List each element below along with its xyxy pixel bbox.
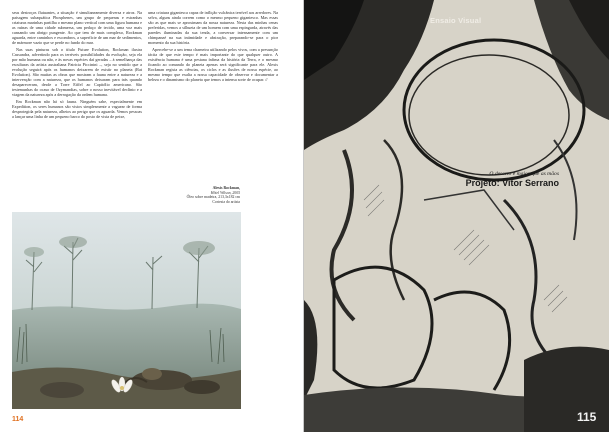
article-title: Projeto: Vitor Serrano bbox=[465, 178, 559, 188]
paragraph: Apercebe-se a um tema charneira utilizando pelos vivos, com a presunção tácita de que este tempo é mais importante do que qualquer outro. A existência humana é uma pestana ínfima da história da Terra, e o mesmo ficando ao comando do planeta apenas será significante para ele. Alexis Rockman regista as ciências, os ciclos e as ilusões de nossa espécie, ao mesmo tempo que exalta a nossa capacidade de observar e documentar a beleza e o dinamismo do planeta que temos a intensa sorte de ocupar. // bbox=[148, 46, 278, 82]
page-number-right: 115 bbox=[577, 410, 597, 424]
left-page bbox=[0, 0, 304, 432]
swamp-painting bbox=[12, 212, 241, 409]
caption-line: Cortesia do artista bbox=[212, 200, 240, 205]
charcoal-drawing bbox=[304, 0, 609, 432]
caption-line: Alexis Rockman, bbox=[212, 186, 240, 190]
section-label: Ensaio Visual bbox=[430, 16, 482, 25]
caption-line: Hôtel Wilson, 2005 bbox=[210, 190, 240, 195]
paragraph: Nas suas pinturas sob o título Future Evolution, Rockman ilustra Cassandra, advertindo para os terríveis possibilidades da evolução, seja ela por mão humana ou não, e às novas espécies daí geradas – à semelhança das esculturas da artista australiana Patricia Piccinini –, seja no sentido que a evolução seguirá após os humanos deixarem de existir no planeta (Rat Evolution). São muitas as obras que mostram a fauna entre a natureza e a intervenção com a natureza, que os humanos deixaram para trás quando desapareceram, desde a Torre Eiffel ao Capitólio americano. São testemunhas do ocaso de Ozymandias, sobre o nosso inevitável declínio e a viagem da natureza após a derrogação da ordem humana. bbox=[12, 46, 142, 98]
article-heading bbox=[449, 171, 559, 188]
article-subtitle: O deserto é maior que as mãos bbox=[489, 171, 559, 177]
right-page bbox=[304, 0, 609, 432]
paragraph: seus destroços flutuantes, a situação é simultaneamente diversa e atroz. Na paisagem subaquática Phosphenes, um grupo de pequenas e estranhas criaturas marinhas partilha o mesmo plano vertical com uma figura humana e as ruínas de uma cidade submersa, um pedaço de tecido, uma voz mais cansando um abrigo pungente. Ao que tem de mais complexo, Rockman aguarda, entre caminhos e escombros, a superfície de um mar de sedimentos, de mármore vazio que se perde no fundo do mar. bbox=[12, 10, 142, 46]
text-column-2 bbox=[148, 10, 278, 83]
paragraph: Em Rockman não há só fauna. Ninguém sabe, especialmente em Expedition, os seres humanos são vistos simplesmente a vaguear de forma desprotegida pela natureza, alheios ao perigo que os aguarda. Vemos pessoas a lançar uma linha de um pequeno barco do posto de vista de peixe, bbox=[12, 98, 142, 119]
caption-line: Óleo sobre madeira, 213,3x182 cm bbox=[186, 195, 240, 200]
text-column-1 bbox=[12, 10, 142, 120]
paragraph: uma criatura gigantesca capaz de inflição vulcânica terrível aos arredores. Na selva, alguns ainda correm como o mesmo pequeno gigantesco. Mas essas são as que mais se aproximam da nossa natureza. Nesta das minhas cenas preferidas, vemos a silhueta de um homem com uma espingarda, através das paredes iluminadas da sua tenda, a conversar intensamente com um chimpanzé na sua intimidade e abstração, preparando-se para o pior momento da sua história. bbox=[148, 10, 278, 46]
artwork-caption bbox=[148, 186, 240, 205]
page-number-left: 114 bbox=[12, 416, 24, 423]
